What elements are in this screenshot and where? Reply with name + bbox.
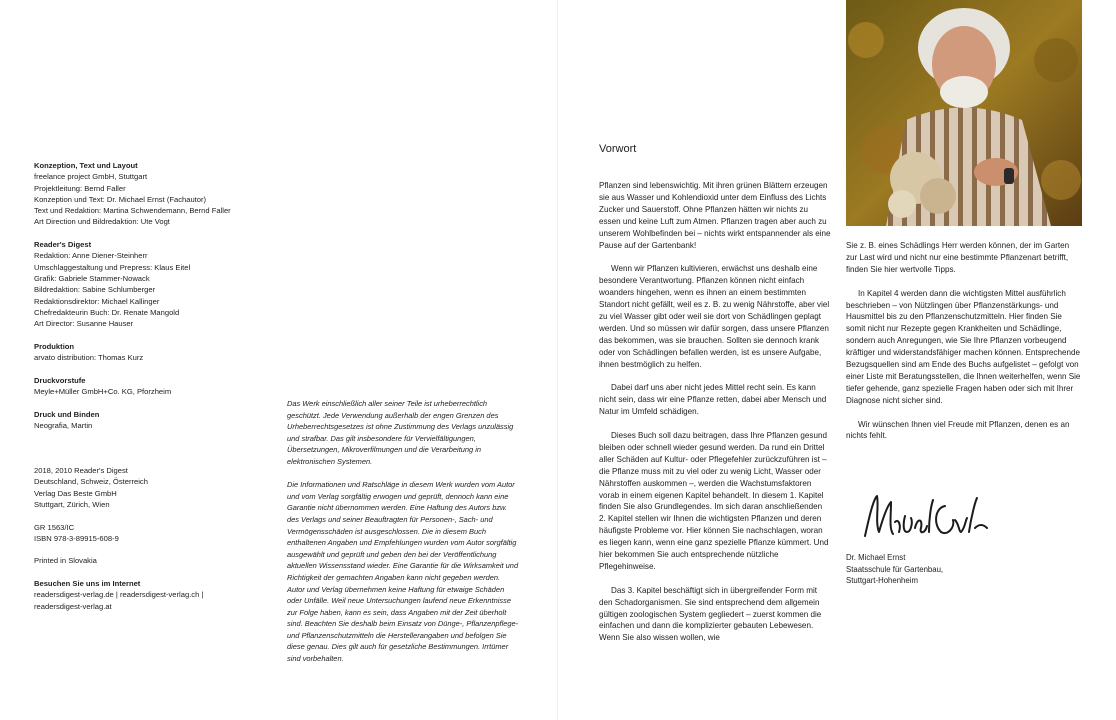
legal-paragraph: Die Informationen und Ratschläge in diesem Werk wurden vom Autor und vom Verlag sorgfältig erwogen und geprüft, dennoch kann eine Garantie nicht übernommen werden. Eine Haftung des Autors bzw. des Verlags und seiner Beauftragten für Personen-, Sach- und Vermögensschäden ist ausgeschlossen. Die in diesem Buch enthaltenen Angaben und Empfehlungen wurden vom Autor sorgfältig ausgewählt und geprüft und geben den bei der Veröffentlichung aktuellen Wissensstand wieder. Eine Garantie für die Wirksamkeit und Richtigkeit der gemachten Angaben kann nicht gegeben werden. Autor und Verlag übernehmen keine Haftung für etwaige Schäden oder Unfälle. Weil neue Untersuchungen laufend neue Erkenntnisse zur Folge haben, kann es sein, dass Angaben mit der Zeit überholt sind. Beachten Sie deshalb beim Einsatz von Dünge-, Pflanzenpflege- und Pflanzenschutzmitteln die Herstellerangaben und befolgen Sie diese genau. Dies gilt auch für gesetzliche Bestimmungen. Irrtümer sind vorbehalten. (287, 480, 519, 664)
imprint-heading: Besuchen Sie uns im Internet (34, 578, 141, 588)
text-column-2 (846, 240, 1082, 454)
imprint-line: Meyle+Müller GmbH+Co. KG, Pforzheim (34, 386, 172, 396)
imprint-section (34, 239, 274, 329)
imprint-line: Redaktion: Anne Diener-Steinherr (34, 251, 148, 261)
imprint-heading: Produktion (34, 341, 75, 351)
imprint-line: Neografia, Martin (34, 420, 93, 430)
imprint-line: ISBN 978-3-89915-608-9 (34, 533, 119, 543)
legal-paragraph: Das Werk einschließlich aller seiner Teile ist urheberrechtlich geschützt. Jede Verwendung außerhalb der engen Grenzen des Urheberrechtsgesetzes ist ohne Zustimmung des Verlags unzulässig und strafbar. Das gilt insbesondere für Vervielfältigungen, Übersetzungen, Mikroverfilmungen und die Verarbeitung in elektronischen Systemen. (287, 399, 514, 466)
imprint-line: Bildredaktion: Sabine Schlumberger (34, 285, 156, 295)
imprint-heading: Konzeption, Text und Layout (34, 161, 138, 170)
imprint-section (34, 375, 274, 398)
imprint-line: Projektleitung: Bernd Faller (34, 183, 126, 193)
imprint-line: Umschlaggestaltung und Prepress: Klaus Eitel (34, 262, 191, 272)
imprint-heading: Reader's Digest (34, 240, 92, 250)
author-credit (846, 552, 943, 587)
author-location: Stuttgart-Hohenheim (846, 576, 918, 586)
author-photo (846, 0, 1082, 226)
imprint-line: arvato distribution: Thomas Kurz (34, 353, 144, 363)
imprint-section (34, 465, 274, 510)
paragraph: Pflanzen sind lebenswichtig. Mit ihren grünen Blättern erzeugen sie aus Wasser und Kohlendioxid unter dem Einfluss des Lichts Zucker und Sauerstoff. Ohne Pflanzen hätten wir nichts zu essen und keine Luft zum Atmen. Pflanzen tragen aber auch zu unserem Wohlbefinden bei – nichts wirkt entspannender als eine Pause auf der Gartenbank! (599, 181, 831, 250)
imprint-line: readersdigest-verlag.at (34, 601, 112, 611)
paragraph: Dieses Buch soll dazu beitragen, dass Ihre Pflanzen gesund bleiben oder schnell wieder gesund werden. Da rund ein Drittel aller Schäden auf Kultur- oder Pflegefehler zurückzuführen ist – die Pflanze muss mit zu viel oder zu wenig Licht, Wasser oder Nährstoffen auskommen –, werden die Wachstumsfaktoren vorab in einem eigenen Kapitel behandelt. In diesem 1. Kapitel finden Sie also Grundlegendes. Im sich daran anschließenden 2. Kapitel stellen wir Ihnen die wichtigsten Pflanzen und deren häufigste Probleme vor. Hier können Sie nachschlagen, woran es liegen kann, wenn eine ganz spezielle Pflanze kümmert. Und hier bekommen Sie auch entsprechende nützliche Pflegehinweise. (599, 430, 829, 571)
imprint-section (34, 442, 274, 453)
signature (855, 488, 995, 548)
paragraph: Das 3. Kapitel beschäftigt sich in übergreifender Form mit den Schadorganismen. Sie sind entsprechend dem allgemein gültigen zoologischen System gegliedert – zuerst kommen die einfachen und dann die komplizierter gebauten Lebewesen. Wenn Sie also wissen wollen, wie (599, 585, 822, 643)
paragraph: Wir wünschen Ihnen viel Freude mit Pflanzen, denen es an nichts fehlt. (846, 419, 1070, 441)
imprint-line: readersdigest-verlag.de | readersdigest-verlag.ch | (34, 590, 204, 600)
paragraph: In Kapitel 4 werden dann die wichtigsten Mittel ausführlich beschrieben – von Nützlingen über Pflanzenstärkungs- und Hausmittel bis zu den Pflanzenschutzmitteln. Hier finden Sie somit nicht nur Rezepte gegen Krankheiten und Schädlinge, sondern auch Anregungen, wie Sie Ihre Pflanzen vorbeugend kräftiger und widerstandsfähiger machen können. Entsprechende Bezugsquellen sind am Ende des Buchs aufgelistet – gefolgt von einer Liste mit Beratungsstellen, die Ihnen weiterhelfen, wenn Sie tiefer gehende, ganz spezielle Fragen haben oder sich mit Ihrer Diagnose nicht sicher sind. (846, 288, 1081, 405)
imprint-section (34, 578, 274, 612)
imprint-line: 2018, 2010 Reader's Digest (34, 466, 128, 476)
imprint-heading: Druckvorstufe (34, 375, 86, 385)
imprint-line: Art Director: Susanne Hauser (34, 319, 134, 329)
imprint-section (34, 522, 274, 545)
page-title: Vorwort (599, 143, 637, 155)
imprint-line: Redaktionsdirektor: Michael Kallinger (34, 296, 160, 306)
paragraph: Sie z. B. eines Schädlings Herr werden können, der im Garten zur Last wird und nicht nur eine bestimmte Pflanzenart betrifft, finden Sie hier wertvolle Tipps. (846, 241, 1070, 274)
paragraph: Dabei darf uns aber nicht jedes Mittel recht sein. Es kann nicht sein, dass wir eine Pflanze retten, dabei aber Mensch und Natur im Umfeld schädigen. (599, 383, 827, 417)
imprint-line: Text und Redaktion: Martina Schwendemann, Bernd Faller (34, 206, 231, 216)
imprint-section (34, 409, 274, 432)
imprint-line: Grafik: Gabriele Stammer-Nowack (34, 273, 150, 283)
imprint-heading: Druck und Binden (34, 409, 100, 419)
imprint-line: Verlag Das Beste GmbH (34, 488, 117, 498)
text-column-1 (599, 180, 831, 656)
imprint-line: Art Direction und Bildredaktion: Ute Vogt (34, 217, 170, 227)
imprint-line: Konzeption und Text: Dr. Michael Ernst (Fachautor) (34, 194, 207, 204)
legal-notice (287, 398, 519, 676)
imprint-line: Deutschland, Schweiz, Österreich (34, 477, 148, 487)
imprint-line: Stuttgart, Zürich, Wien (34, 499, 110, 509)
author-name: Dr. Michael Ernst (846, 553, 906, 562)
imprint-section (34, 341, 274, 364)
imprint-block (34, 160, 274, 623)
imprint-line (34, 442, 274, 453)
imprint-line: freelance project GmbH, Stuttgart (34, 172, 148, 182)
paragraph: Wenn wir Pflanzen kultivieren, erwächst uns deshalb eine besondere Verantwortung. Pflanzen können nicht einfach woanders hingehen, wenn es ihnen an einem bestimmten Standort nicht gefällt, weil es z. B. zu wenig Nährstoffe, aber viel zu viel Wasser gibt oder weil sie dort von Schädlingen geplagt werden. Und so müssen wir dafür sorgen, dass unsere Pflanzen das bekommen, was sie brauchen. Sollten sie dennoch krank oder von Schädlingen befallen werden, ist es unsere Aufgabe, ihnen bestmöglich zu helfen. (599, 264, 830, 369)
author-affiliation: Staatsschule für Gartenbau, (846, 564, 944, 574)
imprint-line: Chefredakteurin Buch: Dr. Renate Mangold (34, 307, 180, 317)
imprint-line: GR 1563/IC (34, 522, 75, 532)
imprint-line: Printed in Slovakia (34, 556, 97, 566)
imprint-section (34, 555, 274, 566)
imprint-section (34, 160, 274, 228)
